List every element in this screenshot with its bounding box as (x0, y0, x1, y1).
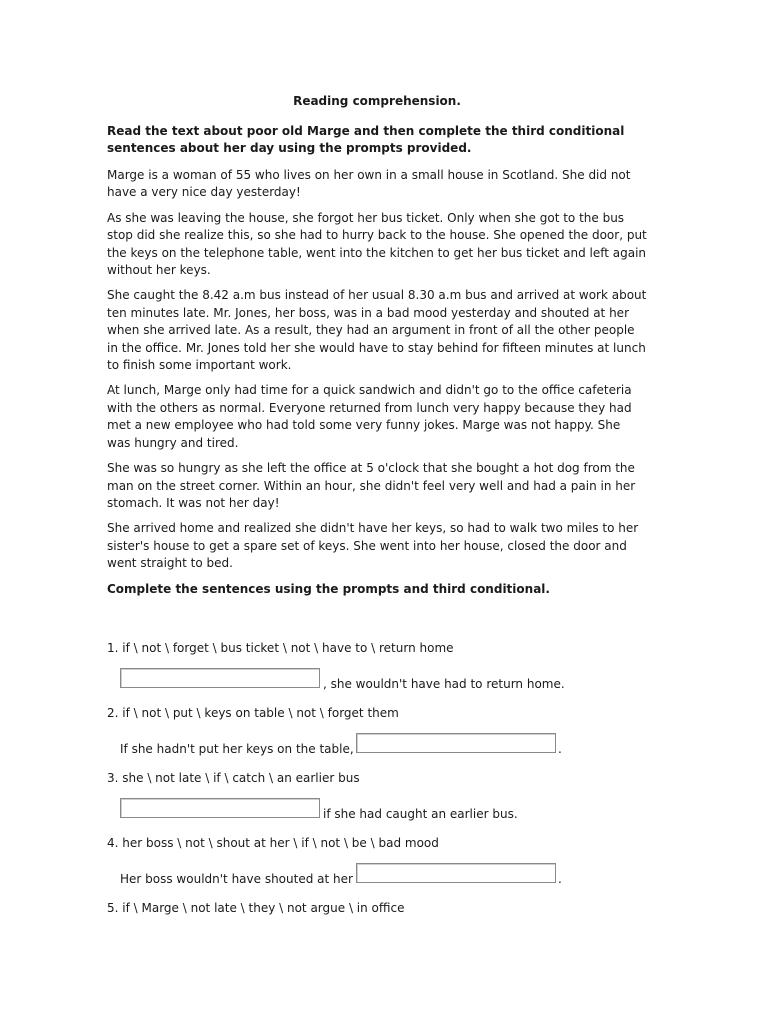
exercise-list (107, 640, 667, 916)
answer-suffix-2: . (558, 742, 562, 756)
story-paragraph: At lunch, Marge only had time for a quick sandwich and didn't go to the office cafeteria with the others as normal. Everyone returned from lunch very happy because they had met a new employee who had told some very funny jokes. Marge was not happy. She was hungry and tired. (107, 383, 632, 450)
answer-suffix-3: if she had caught an earlier bus. (323, 807, 518, 821)
answer-field-1[interactable] (120, 668, 320, 688)
task-heading: Complete the sentences using the prompts and third conditional. (107, 581, 550, 596)
page-title: Reading comprehension. (293, 94, 461, 108)
exercise-prompt-3: 3. she \ not late \ if \ catch \ an earlier bus (107, 771, 360, 785)
story-paragraph: She caught the 8.42 a.m bus instead of her usual 8.30 a.m bus and arrived at work about ten minutes late. Mr. Jones, her boss, was in a bad mood yesterday and shouted at her when she arrived late. As a result, they had an argument in front of all the other people in the office. Mr. Jones told her she would have to stay behind for fifteen minutes at lunch to finish some important work. (107, 288, 647, 373)
exercise-answer-line-2 (107, 733, 667, 757)
answer-field-3[interactable] (120, 798, 320, 818)
exercise-answer-line-1 (107, 668, 667, 692)
exercise-prompt-1: 1. if \ not \ forget \ bus ticket \ not \ have to \ return home (107, 641, 454, 655)
story-paragraph: As she was leaving the house, she forgot her bus ticket. Only when she got to the bus stop did she realize this, so she had to hurry back to the house. She opened the door, put the keys on the telephone table, went into the kitchen to get her bus ticket and left again without her keys. (107, 210, 647, 278)
answer-prefix-2: If she hadn't put her keys on the table, (120, 742, 354, 756)
instructions: Read the text about poor old Marge and then complete the third conditional sentences about her day using the prompts provided. (107, 124, 625, 155)
story-paragraph: Marge is a woman of 55 who lives on her own in a small house in Scotland. She did not have a very nice day yesterday! (107, 168, 631, 200)
exercise-prompt-5: 5. if \ Marge \ not late \ they \ not argue \ in office (107, 901, 405, 915)
answer-field-4[interactable] (356, 863, 556, 883)
exercise-prompt-2: 2. if \ not \ put \ keys on table \ not \ forget them (107, 706, 399, 720)
worksheet (107, 93, 647, 598)
answer-prefix-4: Her boss wouldn't have shouted at her (120, 872, 353, 886)
answer-suffix-4: . (558, 872, 562, 886)
exercise-answer-line-3 (107, 798, 667, 822)
answer-suffix-1: , she wouldn't have had to return home. (323, 677, 565, 691)
exercise-answer-line-4 (107, 863, 667, 887)
exercise-prompt-4: 4. her boss \ not \ shout at her \ if \ not \ be \ bad mood (107, 836, 439, 850)
answer-field-2[interactable] (356, 733, 556, 753)
story-paragraph: She was so hungry as she left the office at 5 o'clock that she bought a hot dog from the man on the street corner. Within an hour, she didn't feel very well and had a pain in her stomach. It was not her day! (107, 461, 636, 510)
story-paragraph: She arrived home and realized she didn't have her keys, so had to walk two miles to her sister's house to get a spare set of keys. She went into her house, closed the door and went straight to bed. (107, 521, 639, 571)
